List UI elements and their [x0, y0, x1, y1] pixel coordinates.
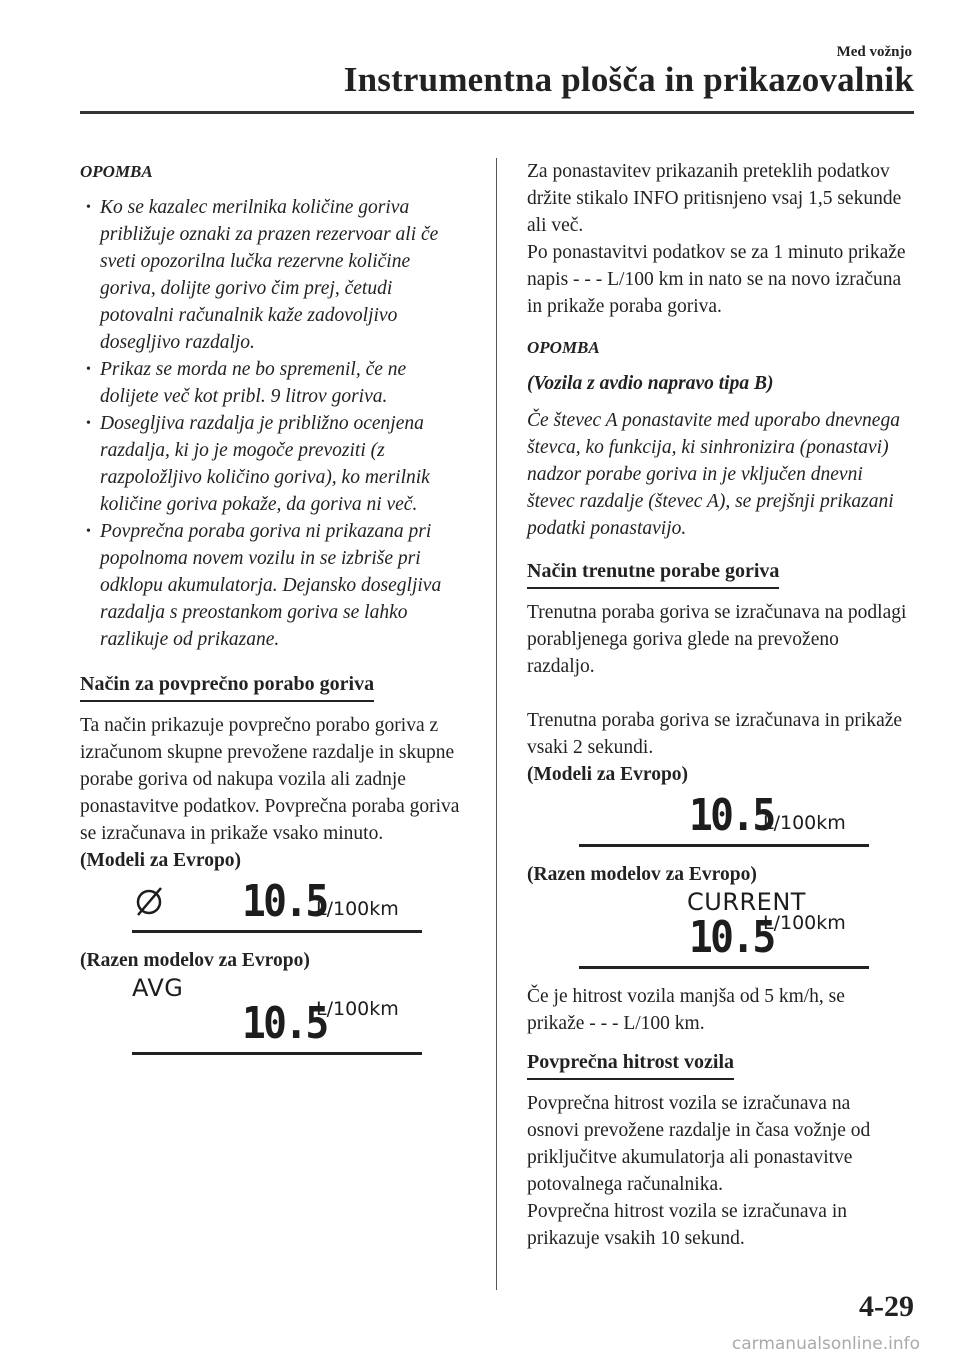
note-item: • Ko se kazalec merilnika količine goriva približuje oznaki za prazen rezervoar ali če sveti opozorilna lučka rezervne količine goriva, dolijte gorivo čim prej, četudi potovalni računalnik kaže zadovoljivo dosegljivo razdaljo. [80, 194, 465, 356]
body-text: Trenutna poraba goriva se izračunava na podlagi porabljenega goriva glede na prevoženo razdaljo. [527, 602, 907, 677]
header-rule [80, 111, 914, 114]
note-text: Če števec A ponastavite med uporabo dnevnega števca, ko funkcija, ki sinhronizira (ponastavi) nadzor porabe goriva in je vključen dnevni števec razdalje (števec A), se prejšnji prikazani podatki ponastavijo. [527, 410, 900, 539]
display-value: 10.5 [242, 876, 327, 927]
display-current-non-eu [579, 888, 869, 969]
display-value: 10.5 [689, 912, 774, 963]
page-title: Instrumentna plošča in prikazovalnik [343, 60, 914, 99]
display-label-avg: AVG [132, 974, 184, 1002]
body-text: Ta način prikazuje povprečno porabo goriva z izračunom skupne prevožene razdalje in skupne porabe goriva od nakupa vozila ali zadnje ponastavitve podatkov. Povprečna poraba goriva se izračunava in prikaže vsako minuto. [80, 715, 460, 844]
note-title: OPOMBA [527, 338, 600, 357]
display-average-non-eu [132, 974, 422, 1055]
display-unit: L/100km [763, 812, 846, 834]
display-value: 10.5 [242, 998, 327, 1049]
left-column [80, 158, 465, 1055]
display-unit: L/100km [316, 898, 399, 920]
watermark: carmanualsonline.info [731, 1334, 920, 1354]
body-text: Za ponastavitev prikazanih preteklih podatkov držite stikalo INFO pritisnjeno vsaj 1,5 sekunde ali več. [527, 161, 902, 236]
note-list [80, 194, 465, 653]
display-unit: L/100km [316, 998, 399, 1020]
body-text: Če je hitrost vozila manjša od 5 km/h, se prikaže - - - L/100 km. [527, 986, 845, 1034]
note-item: • Prikaz se morda ne bo spremenil, če ne dolijete več kot pribl. 9 litrov goriva. [80, 356, 465, 410]
models-label-eu: (Modeli za Evropo) [527, 764, 689, 785]
display-value: 10.5 [689, 790, 774, 841]
note-item: • Dosegljiva razdalja je približno ocenjena razdalja, ki jo je mogoče prevoziti (z razpoložljivo količino goriva), ko merilnik količine goriva pokaže, da goriva ni več. [80, 410, 465, 518]
section-label: Med vožnjo [836, 44, 912, 60]
average-symbol-icon [132, 884, 168, 918]
note-title: OPOMBA [80, 162, 153, 181]
display-unit: L/100km [763, 912, 846, 934]
body-text: Povprečna hitrost vozila se izračunava na osnovi prevožene razdalje in časa vožnje od priključitve akumulatorja ali ponastavitve potovalnega računalnika. [527, 1093, 871, 1195]
page-number: 4-29 [859, 1290, 914, 1323]
models-label-non-eu: (Razen modelov za Evropo) [80, 950, 310, 971]
section-heading-current: Način trenutne porabe goriva [527, 558, 779, 589]
right-column [527, 158, 907, 1252]
models-label-non-eu: (Razen modelov za Evropo) [527, 864, 757, 885]
body-text: Po ponastavitvi podatkov se za 1 minuto prikaže napis - - - L/100 km in nato se na novo izračuna in prikaže poraba goriva. [527, 242, 906, 317]
models-label-eu: (Modeli za Evropo) [80, 850, 242, 871]
display-average-eu [132, 874, 422, 933]
column-divider [496, 158, 497, 1290]
body-text: Trenutna poraba goriva se izračunava in prikaže vsaki 2 sekundi. [527, 710, 903, 758]
section-heading-speed: Povprečna hitrost vozila [527, 1049, 734, 1080]
note-item: • Povprečna poraba goriva ni prikazana pri popolnoma novem vozilu in se izbriše pri odklopu akumulatorja. Dejansko dosegljiva razdalja s preostankom goriva se lahko razlikuje od prikazane. [80, 518, 465, 653]
section-heading-average: Način za povprečno porabo goriva [80, 671, 374, 702]
body-text: Povprečna hitrost vozila se izračunava in prikazuje vsakih 10 sekund. [527, 1201, 848, 1249]
display-label-current: CURRENT [687, 888, 806, 916]
display-current-eu [579, 788, 869, 847]
note-subtitle: (Vozila z avdio napravo tipa B) [527, 373, 774, 394]
